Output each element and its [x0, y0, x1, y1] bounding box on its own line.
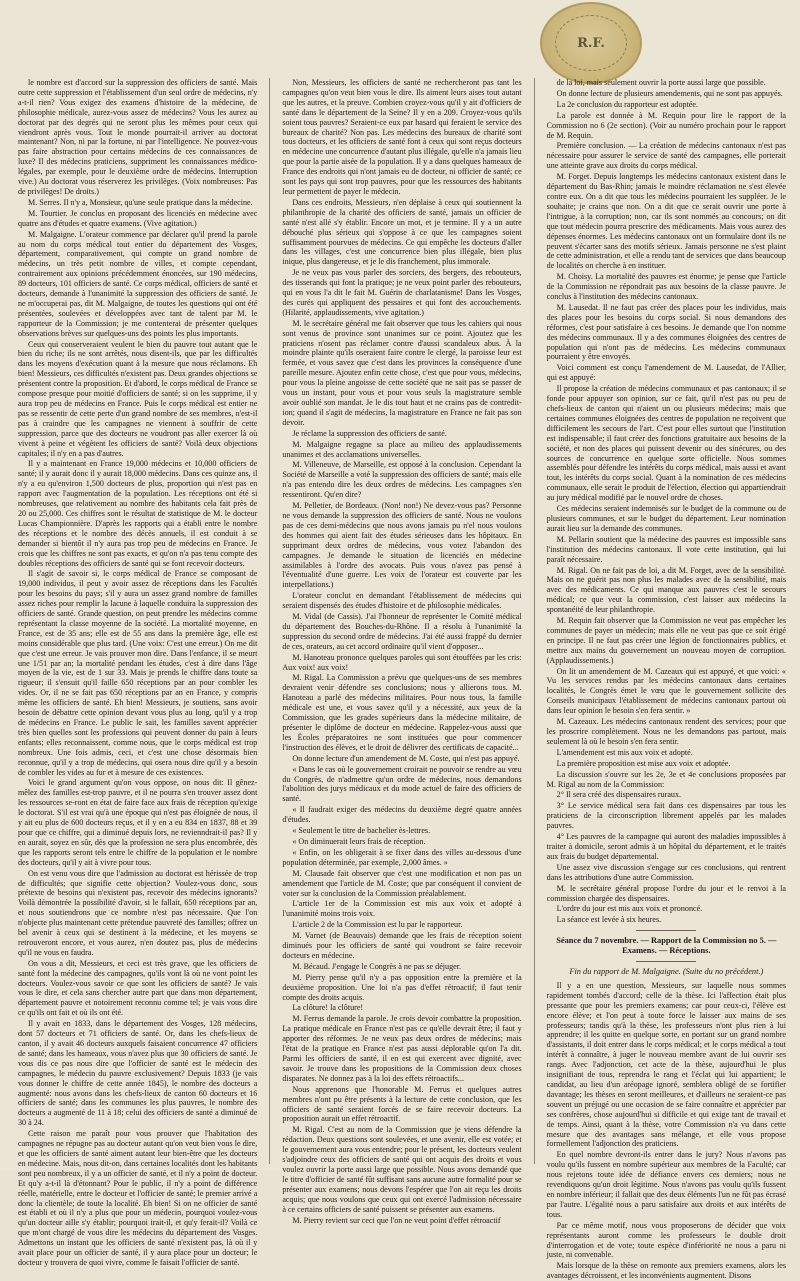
column-3	[546, 78, 786, 1281]
paragraph: Il s'agit de savoir si, le corps médical de France se composant de 19,000 individus, il peut y avoir assez de réceptions dans les Facultés pour les besoins du pays; s'il y aura un assez grand nombre de familles assez riches pour remplir la lacune à laquelle conduira la suppression des officiers de santé. Grande question, on peut prendre les médecins comme représentant la classe moyenne de la société. La mortalité moyenne, en France, est de 35 ans; elle est de 55 ans dans la première âge, elle est moins considérable que plus tard. (Une voix: C'est une erreur.) On me dit que c'est une erreur. Je vais prouver mon dire. Dans l'enfance, il se meurt une 1/51 par an; la mortalité pendant les études, c'est à dire dans l'âge moyen de la vie, est de 1 sur 33. Mais je prends le chiffre dans toute sa rigueur; il s'ensuit qu'il faille 650 réceptions par an pour combler les vides. Or, il ne se fait pas 650 réceptions par an en France, y compris même les officiers de santé. Eh bien! Messieurs, je soutiens, sans avoir besoin de débattre cette opinion devant vous plus au long, qu'il y a trop de médecins en France. Le public le sait, les familles savent apprécier très bien quelles sont les professions qui peuvent donner du pain à leurs enfants; elles reconnaissent, comme nous, que le corps médical est trop nombreux. Une fois admis, ceci, et c'est une chose désormais bien reconnue, qu'il y a trop de médecins, qui osera nous dire qu'il y a besoin de combler les vides au fur et à mesure de ces existences.	[18, 569, 258, 777]
paragraph: 2° Il sera créé des dispensaires ruraux.	[556, 790, 682, 800]
stamp-emblem	[555, 15, 627, 71]
paragraph: M. Serres. Il n'y a, Monsieur, qu'une seule pratique dans la médecine.	[28, 197, 253, 207]
paragraph: La première proposition est mise aux voix et adoptée.	[556, 758, 731, 768]
column-divider	[534, 78, 535, 1164]
paragraph: Nous apprenons que l'honorable M. Ferrus et quelques autres membres n'ont pu être présents à la lecture de cette conclusion, que les officiers de santé seraient forcés de se faire recevoir docteurs. La proposition aurait un effet rétroactif.	[282, 1084, 522, 1124]
paragraph: « Dans le cas où le gouvernement croirait ne pouvoir se rendre au vœu du Congrès, de n'admettre qu'un ordre de médecins, nous demandons l'abolition des jurys médicaux et du mode actuel de faire des officiers de santé.	[282, 764, 522, 804]
paragraph: Ces médecins seraient indemnisés sur le budget de la commune ou de plusieurs communes, et sur le budget du département. Leur nomination aurait lieu sur la demande des communes.	[546, 504, 786, 533]
paragraph: La clôture! la clôture!	[292, 1003, 364, 1013]
column-1	[18, 78, 258, 1267]
paragraph: M. Pierry revient sur ceci que l'on ne veut point d'effet rétroactif	[292, 1215, 501, 1225]
paragraph: Première conclusion. — La création de médecins cantonaux n'est pas nécessaire pour assurer le service de santé des campagnes, elle porterait une atteinte grave aux droits du corps médical.	[546, 141, 786, 171]
paragraph: M. le secrétaire général me fait observer que tous les cahiers qui nous sont venus de province sont unanimes sur ce point. Ajoutez que les praticiens n'osent pas réclamer contre d'aussi scandaleux abus. À la moindre plainte qu'ils oseraient faire contre le clergé, la paroisse leur est fermée, et vous savez que c'est dans les provinces la conséquence d'une pareille mesure. Ajoutez enfin cette chose, c'est que pour vous, médecins, pour vous la pleine angoisse de cette société que ne sait pas se passer de vous un instant, pour vous et pour vous seuls la magistrature semble avoir oublié son mandat. Je le dis tout haut et ne crains pas de contredit-ion; quand il s'agit de médecins, la magistrature en France ne fait pas son devoir.	[282, 318, 522, 427]
paragraph: Par ce même motif, nous vous proposerons de décider que voix représentants auront comme les professeurs le double droit d'interrogation et de vote; toute espèce d'infériorité ne nous a paru ni juste, ni convenable.	[546, 1220, 786, 1260]
paragraph: En quel nombre devront-ils entrer dans le jury? Nous n'avons pas voulu qu'ils fussent en nombre supérieur aux membres de la Faculté; car nous rejetons toute idée de défiance envers ces derniers; nous ne revendiquons qu'un droit légitime. Nous n'avons pas voulu qu'ils fussent en nombre inférieur; il fallait que des deux éléments l'un ne fût pas écrasé par l'autre. L'égalité nous a paru satisfaire aux droits et aux intérêts de tous.	[546, 1150, 786, 1219]
paragraph: M. Rigal. La Commission a prévu que quelques-uns de ses membres devraient venir défendre ses conclusions; nous y allierons tous. M. Hanoteau a parlé des médecins militaires. Pour nous tous, la famille médicale est une, et vous savez qu'il y a nécessité, aux yeux de la Commission, que les grades supérieurs dans la médecine militaire, de présenter le diplôme de docteur en médecine. Rappelez-vous aussi que les Écoles préparatoires ne sont instituées que pour commencer l'instruction des élèves, et le droit de délivrer des certificats de capacité...	[282, 673, 522, 752]
paragraph: L'orateur conclut en demandant l'établissement de médecins qui seraient dispensés des études d'histoire et de philosophie médicales.	[282, 591, 522, 611]
paragraph: La 2e conclusion du rapporteur est adoptée.	[556, 99, 699, 109]
section-separator	[636, 930, 696, 931]
section-separator	[636, 961, 696, 962]
paragraph: M. Requin fait observer que la Commission ne veut pas empêcher les communes de payer un médecin; mais elle ne veut pas que ce soit érigé en principe. Il ne faut pas créer une légion de fonctionnaires publics, et mettre aux mains du gouvernement un nouveau moyen de corruption. (Applaudissements.)	[546, 616, 786, 665]
paragraph: 3° Le service médical sera fait dans ces dispensaires par tous les praticiens de la circonscription librement appelés par les malades pauvres.	[546, 801, 786, 831]
paragraph: M. Malgaigne regagne sa place au milieu des applaudissements unanimes et des acclamations universelles.	[282, 439, 522, 459]
paragraph: M. Tourtier. Je conclus en proposant des licenciés en médecine avec quatre ans d'études et quatre examens. (Vive agitation.)	[18, 208, 258, 228]
paragraph: M. Varnet (de Beauvais) demande que les frais de réception soient diminués pour les officiers de santé qui voudront se faire recevoir docteurs en médecine.	[282, 931, 522, 960]
paragraph: On donne lecture d'un amendement de M. Coste, qui n'est pas appuyé.	[292, 753, 520, 763]
paragraph: L'article 2 de la Commission est lu par le rapporteur.	[292, 920, 463, 930]
paragraph: M. Ferrus demande la parole. Je crois devoir combattre la proposition. La pratique médicale en France n'est pas ce qu'elle devrait être; il faut y apporter des réformes. Je ne veux pas deux ordres de médecins; mais l'état de la pratique en France n'est pas aussi déplorable qu'on l'a dit. Parmi les officiers de santé, il en est qui exercent avec dignité, avec savoir. Je trouve dans les propositions de la Commission deux choses disparates. Ne donnez pas à la loi des effets rétroactifs...	[282, 1014, 522, 1083]
paragraph: Je réclame la suppression des officiers de santé.	[292, 428, 447, 438]
paragraph: M. Cazeaux. Les médecins cantonaux rendent des services; pour que les proscrire complètement. Nous ne les demandons pas partout, mais seulement là où le besoin s'en fera sentir.	[546, 717, 786, 746]
paragraph: Voici le grand argument qu'on vous oppose, on nous dit: Il gênez-mêlez des familles est-trop pauvre, et il ne pourra s'en trouver assez dont les ressources se-ront en état de faire face aux frais de réception qu'exige le doctorat. S'il est vrai qu'à une époque qui n'est pas éloignée de nous, il y ait eu plus de 600 docteurs reçus, et il y en a eu 834 en 1837, 88 et 39 pour que ce chiffre, qui a diminué depuis lors, ne revienndrait-il pas? Il y en aurait, soyez en sûr, dès que la profession ne sera plus encombrée, dès que les rapports seront tels entre le chiffre de la population et le nombre des docteurs, qu'il y ait à vivre pour tous.	[18, 778, 258, 867]
paragraph: M. Villeneuve, de Marseille, est opposé à la conclusion. Cependant la Société de Marseille a voté la suppression des officiers de santé; mais elle n'a pas entendu dire les deux ordres de médecins. Les campagnes s'en ressentiront. Qu'en dire?	[282, 460, 522, 500]
section-subheading: Fin du rapport de M. Malgaigne. (Suite du no précédent.)	[569, 967, 764, 977]
paragraph: Il y a en une question, Messieurs, sur laquelle nous sommes rapidement tombés d'accord; celle de la thèse. Ici l'affection était plus pressante que pour les premiers examens; car pour ceux-ci, l'élève est encore élève; et l'on peut à toute force le laisser aux mains de ses professeurs; tandis qu'à la thèse, les professeurs n'ont plus rien à lui apprendre; il les quitte en quelque sorte, en portant sur un grand nombre d'assistants, il doit entrer dans le corps médical; et le corps médical a tout intérêt à connaître, à juger le nouveau membre avant de lui ouvrir ses rangs. Avec l'adjonction, cet acte de la thèse, aujourd'hui le plus insignifiant de tous, reprendra le rang et l'éclat qui lui appartient; le candidat, au lieu d'un aréopage ignoré, semblera obligé de se fortifier davantage; les thèses en seront meilleures, et d'ailleurs ne seraient-ce pas souvent un préjugé ou une occasion de se faire connaître et apprécier par ses confrères, chose aujourd'hui si difficile et qui exige tant de travail et de temps. Ainsi, quant à la thèse, votre Commission n'a vu dans cette mesure que des avantages sans mélange, et elle vous propose formellement l'adjonction des praticiens.	[546, 980, 786, 1149]
paragraph: La discussion s'ouvre sur les 2e, 3e et 4e conclusions proposées par M. Rigal au nom de la Commission:	[546, 769, 786, 789]
section-heading: Séance du 7 novembre. — Rapport de la Commission no 5. — Examens. — Réceptions.	[556, 936, 777, 956]
paragraph: Voici comment est conçu l'amendement de M. Lausedat, de l'Allier, qui est appuyé:	[546, 363, 786, 383]
paragraph: La parole est donnée à M. Requin pour lire le rapport de la Commission no 6 (2e section). (Voir au numéro prochain pour le rapport de M. Requin.	[546, 110, 786, 140]
stamp-text: R.F.	[577, 35, 605, 51]
paragraph: Mais lorsque de la thèse on remonte aux premiers examens, alors les avantages décroissent, et les inconvénients augmentent. Disons	[546, 1261, 786, 1281]
paragraph: La séance est levée à six heures.	[556, 915, 662, 925]
paragraph: Ceux qui conserveraient veulent le bien du pauvre tout autant que le bien du riche; ils ne sont arrêtés, nous disent-ils, que par les difficultés dans les moyens d'exécution quant à la mesure que nous réclamons. Eh bien! Messieurs, ces difficultés n'existent pas. Deux grandes objections se présentent contre la proposition. Et d'abord, le corps médical de France se compose presque pour moitié d'officiers de santé; si on les supprime, il y aura trop peu de médecins en France. Puis le corps médical est entier ne pas se ressentir de cette perte d'un grand nombre de ses membres, n'est-il pas à craindre que les campagnes ne viennent à souffrir de cette suppression, parce que des docteurs ne voudront pas aller exercer là où vivent à peine et végètent les officiers de santé? Voilà deux objections capitales; il n'y en a pas d'autres.	[18, 339, 258, 458]
paragraph: « Enfin, on les obligerait à se fixer dans des villes au-dessous d'une population déterminée, par exemple, 2,000 âmes. »	[282, 847, 522, 867]
paragraph: M. Bécaud. J'engage le Congrès à ne pas se déjuger.	[292, 961, 462, 971]
column-3-bottom	[547, 981, 786, 1281]
column-2	[282, 78, 522, 1225]
paragraph: L'article 1er de la Commission est mis aux voix et adopté à l'unanimité moins trois voix.	[282, 899, 522, 919]
paragraph: Dans ces endroits, Messieurs, n'en déplaise à ceux qui soutiennent la philanthropie de la charité des officiers de santé, jamais un officier de santé n'est allé s'y établir. Encore un mot, et je termine. Il y a un autre débouché plus sérieux qui s'oppose à ce que les campagnes soient suffisamment pourvues de médecins. Ce qui empêche les docteurs d'aller dans les villages, c'est une concurrence bien plus illégale, bien plus inique, plus dangereuse, et je le dis franchement, plus immorale.	[282, 197, 522, 267]
paragraph: M. Forget. Depuis longtemps les médecins cantonaux existent dans le département du Bas-Rhin; jamais le moindre réclamation ne s'est élevée contre eux. On a dit que tous les médecins pourraient les suppléer. Je le souhaite; je crains que non. On a dit que ce serait ouvrir une porte à l'intrigue, à la corruption; non, car ils sont nommés au concours; on dit que tout médecin pourra prescrire des médicaments. Mais vous aurez des dépenses énormes. Les médecins cantonaux ont un formulaire dont ils ne peuvent s'écarter sans des motifs sérieux. Jamais personne ne s'est plaint de cette administration, et elle a rendu tant de services que dans beaucoup de localités on cherche à en instituer.	[546, 172, 786, 271]
paragraph: le nombre est d'accord sur la suppression des officiers de santé. Mais outre cette suppression et l'établissement d'un seul ordre de médecins, n'y a-t-il rien? Vous exigez des examens d'histoire de la médecine, de philosophie médicale, aurez-vous assez de médecins? Vous les aurez au doctorat par des degrés qui ne seront plus les mêmes pour ceux qui viendront après vous. Tout le monde pourrait-il arriver au doctorat maintenant? Non, ni par la fortune, ni par l'intelligence. Ne pouvez-vous pas faire abstraction pour certains médecins de ces connaissances de luxe? Il des médecins praticiens, suppriment les connaissances médico-légales, par exemple, pour le deuxième ordre de médecins. Interruption vive.) Au doctorat vous réserverez les privilèges. (Voix nombreuses: Pas de privilèges! De droits.)	[18, 78, 258, 196]
paragraph: 4° Les pauvres de la campagne qui auront des maladies impossibles à traiter à domicile, seront admis à un hôpital du département, et le traités aux frais du budget départemental.	[546, 832, 786, 861]
paragraph: M. Malgaigne. L'orateur commence par déclarer qu'il prend la parole au nom du corps médical tout entier du département des Vosges, département, comparativement, qui compte un grand nombre de médecins, un très petit nombre de villes, et compte cependant, contrairement aux opinions précédemment énoncées, sur 190 médecins, 89 docteurs, 101 officiers de santé. Ce corps médical, officiers de santé et docteurs, demande à l'unanimité la suppression des officiers de santé. Je ne m'occuperai pas, dit M. Malgaigne, de toutes les questions qui ont été présentées, soulevées et développées avec tant de talent par M. le rapporteur de la Commission; je me contenterai de présenter quelques observations brèves sur quelques-uns des points les plus importants.	[18, 229, 258, 338]
paragraph: « Seulement le titre de bachelier ès-lettres.	[292, 826, 431, 836]
paragraph: « Il faudrait exiger des médecins du deuxième degré quatre années d'études.	[282, 805, 522, 825]
paragraph: M. Pellarin soutient que la médecine des pauvres est impossible sans l'institution des médecins cantonaux. Il vote cette institution, qui lui paraît nécessaire.	[546, 534, 786, 564]
paragraph: On donne lecture de plusieurs amendements, qui ne sont pas appuyés.	[556, 88, 783, 98]
paragraph: de la loi, mais seulement ouvrir la porte aussi large que possible.	[556, 78, 766, 87]
paragraph: M. Clausade fait observer que c'est une modification et non pas un amendement que l'article de M. Coste; que par conséquent il convient de voter sur la conclusion de la Commission préalablement.	[282, 868, 522, 898]
paragraph: Cette raison me paraît pour vous prouver que l'habitation des campagnes ne répugne pas au docteur autant qu'on veut bien vous le dire, et que les officiers de santé aiment autant leur bien-être que les docteurs en médecine. Mais, nous dit-on, dans certaines localités dont les habitants sont peu nombreux, il y a un officier de santé, et il n'y a point de docteur. Et qu'y a-t-il là d'étonnant? Pour le public, il n'y a point de différence réelle, matérielle, entre le docteur et l'officier de santé; le premier arrivé a donc la clientèle; de toute la localité. Eh bien! Si on ne officier de santé est établi et où il n'y a plus que pour un médecin, pourquoi voulez-vous qu'un docteur aille s'y établir; pourquoi irait-il, et qu'y ferait-il? Voilà ce que m'ont chargé de vous dire les médecins du département des Vosges. Admettons un instant que les officiers de santé n'existent pas, là où il y avait place pour un officier de santé, il y aura place pour un docteur; le docteur y trouvera de quoi vivre, comme le faisait l'officier de santé.	[18, 1129, 258, 1267]
paragraph: Il y avait en 1833, dans le département des Vosges, 128 médecins, dont 57 docteurs et 71 officiers de santé. Or, dans les chefs-lieux de canton, il y avait 46 docteurs auxquels faisaient concurrence 47 officiers de santé; dans les hameaux, vous n'avez plus que 30 officiers de santé. Je vous dis ce pas nous dire que l'officier de santé est le médecin des campagnes, le médecin du pauvre exclusivement? Depuis 1833 (je vais vous donner le chiffre de cette année 1845), le nombre des docteurs a augmenté: nous avons dans les chefs-lieux de canton 60 docteurs et 16 officiers de santé; dans les communes les plus pauvres, le nombre des docteurs a augmenté de 11 à 18; celui des officiers de santé a diminué de 30 à 24.	[18, 1019, 258, 1128]
paragraph: M. Rigal. C'est au nom de la Commission que je viens défendre la rédaction. Deux questions sont soulevées, et une avenir, elle est votée; et le gouvernement aura vous entendre; pour le présent, les docteurs veulent s'adjoindre ceux des officiers de santé qui ont acquis des droits et vous voulez ouvrir la porte aussi large que possible. Nous avons demandé que le titre d'officier de santé fût suffisant sans aucune autre formalité pour se présenter aux examens; nous devons l'espérer que l'on ait reçu les droits acquis; que nous voulons que ceux qui ont exercé l'admission nécessaire à ce certains officiers de santé puissent se présenter aux examens.	[282, 1125, 522, 1214]
paragraph: On lit un amendement de M. Cazeaux qui est appuyé, et que voici: « Vu les services rendus par les médecins cantonaux dans certaines localités, le Congrès émet le vœu que le gouvernement sollicite des Conseils municipaux l'établissement de médecins cantonaux partout où dans leur opinion le besoin s'en fera sentir. »	[546, 666, 786, 716]
postage-stamp	[540, 2, 642, 84]
paragraph: On vous a dit, Messieurs, et ceci est très grave, que les officiers de santé font la médecine des campagnes, qu'ils vont là où ne vont point les docteurs. Voulez-vous savoir ce que sont les officiers de santé? Je vais vous le dire, et cela sans chercher autre part que dans mon département, département pauvre et notoirement reconnu comme tel; je vais vous dire ce qu'ils ont fait et où ils ont été.	[18, 958, 258, 1018]
paragraph: Non, Messieurs, les officiers de santé ne rechercheront pas tant les campagnes qu'on veut bien vous le dire. Ils aiment leurs aises tout autant que les autres, et la preuve. Combien croyez-vous qu'il y ait d'officiers de santé dans le département de la Seine? Il y en a 209. Croyez-vous qu'ils soient tous pauvres? Seraient-ce eux par hasard qui feraient le service des bureaux de charité? Non pas. Les médecins des bureaux de charité sont tous docteurs, et les officiers de santé font à ceux qui sont reçus docteurs en médecine une concurrence d'autant plus illégale, qu'elle n'a jamais lieu que pour la partie aisée de la population. Il y a dans quelques hameaux de France des endroits qui n'ont jamais eu de docteur, ni officier de santé; ce sont les pays qui sont trop pauvres, pour que les ressources des habitants leur permettent de payer le médecin.	[282, 78, 522, 196]
column-divider	[269, 78, 270, 1164]
text-columns	[18, 78, 786, 1281]
paragraph: M. Pelletier, de Bordeaux. (Non! non!) Ne devez-vous pas? Personne ne vous demande la suppression des officiers de santé. Nous ne voulons pas de ces demi-médecins que nous avons jamais pu n'el nous voulons des hommes qui aient fait des études sérieuses dans les hôpitaux. En supprimant deux ordres de médecins, vous votez l'abandon des campagnes. Je demande le situation de licenciés en médecine assimilables à l'ordre des avocats. Puis vous n'avez pas pensé à l'éventualité d'une guerre. Les voix de l'orateur est couverte par les interpellations.)	[282, 501, 522, 590]
paragraph: M. Lausedat. Il ne faut pas créer des places pour les individus, mais des places pour les besoins du corps social. Si nous demandons des réformes, c'est pour satisfaire à ces besoins. Je demande que l'on nomme des médecins communaux. Il y a des communes éloignées des centres de population qui n'ont pas de médecins. Les médecins communaux pourraient y être envoyés.	[546, 302, 786, 362]
paragraph: M. le secrétaire général propose l'ordre du jour et le renvoi à la commission chargée des dispensaires.	[546, 883, 786, 903]
paragraph: M. Hanoteau prononce quelques paroles qui sont étouffées par les cris: Aux voix! aux voix!	[282, 652, 522, 672]
paragraph: L'ordre du jour est mis aux voix et prononcé.	[556, 904, 703, 914]
paragraph: Il propose la création de médecins communaux et pas cantonaux; il se fonde pour appuyer son opinion, sur ce fait, qu'il n'est pas ou peu de chefs-lieux de canton qui n'aient un ou plusieurs médecins; mais que certaines communes éloignées des centres de population ne reçoivent que difficilement les secours de l'art. C'est pour elles surtout que l'institution est indispensable; il faut créer des fonctions gratuitaire aux besoins de la société, et non des places qui puissent devenir ou des sinécures, ou des sources de concurrence en quelque sorte officielle. Nous sommes assemblés pour défendre les intérêts du corps médical, mais aussi et avant tout, les intérêts du corps social. Quant à la nomination de ces médecins communaux, elle serait le produit de l'élection, élection qui appartiendrait au jury médical modifié par le nouvel ordre de choses.	[546, 384, 786, 503]
paragraph: Une assez vive discussion s'engage sur ces conclusions, qui rentrent dans les attributions d'une autre Commission.	[546, 862, 786, 882]
paragraph: Il y a maintenant en France 19,000 médecins et 10,000 officiers de santé; il y aurait donc il y aurait 18,000 médecins. Dans ces quinze ans, il n'y a eu qu'environ 1,500 docteurs de plus, proportion qui n'est pas en rapport avec l'augmentation de la population. Les réceptions ont été si nombreuses, que relativement au nombre des habitants cela fait près de 20 ou 25,000. Ces chiffres sont le résultat de statistique de M. le docteur Lucas Championnière. D'après les rapports qui a établi entre le nombre des réceptions et le nombre des décès annuels, il est conduit à se demander si bientôt il n'y aura pas trop peu de médecins en France. Je crois que les chiffres ne sont pas exacts, et qu'on n'a pas tenu compte des doubles réceptions des officiers de santé qui se font recevoir docteurs.	[18, 459, 258, 568]
paragraph: M. Choisy. La mortalité des pauvres est énorme; je pense que l'article de la Commission ne répondrait pas aux besoins de la classe pauvre. Je conclus à l'institution des médecins cantonaux.	[546, 272, 786, 302]
column-3-top	[547, 78, 786, 925]
paragraph: M. Vidal (de Cassis). J'ai l'honneur de représenter le Comité médical du département des Bouches-du-Rhône. Il a résolu à l'unanimité la suppression du second ordre de médecins. J'ai été aussi frappé du dernier de ces, orateurs, au cet accord ordinaire qu'il vient d'opposer...	[282, 612, 522, 651]
paragraph: On est venu vous dire que l'admission au doctorat est hérissée de trop de difficultés; que signifie cette objection? Voulez-vous donc, sous prétexte de besoins qui n'existent pas, recevoir des médecins ignorants? Voilà démontrée la possibilité d'avoir, si le fallait, 650 réceptions par an, et nous soutiendrons que ce nombre n'est pas nécessaire. Que l'on n'objecte plus maintenant cette prétendue pauvreté des familles; offrez un bel avenir à ceux qui se destinent à la médecine, et les moyens se retrouveront encore, et vous aurez, n'en doutez pas, plus de médecins qu'il ne vous en faudra.	[18, 868, 258, 957]
paragraph: Je ne veux pas vous parler des sorciers, des bergers, des rebouteurs, des tisserands qui font la pratique; je ne veux point parler des rebouteurs, qui en vous l'a dit le fait M. Guérin de charlatanisme! Dans les Vosges, des curés qui appliquent des pessaires et qui font des accouchements. (Hilarité, applaudissements, vive agitation.)	[282, 268, 522, 317]
paragraph: L'amendement est mis aux voix et adopté.	[556, 747, 693, 757]
paragraph: M. Rigal. On ne fait pas de loi, a dit M. Forget, avec de la sensibilité. Mais on ne guérit pas non plus les malades avec de la sensibilité, mais avec des médicaments. Ce qui manque aux pauvres c'est le secours médical; ce que veut la commission, c'est laisser aux médecins la spontanéité de leur philanthropie.	[546, 565, 786, 615]
paragraph: « On diminuerait leurs frais de réception.	[292, 836, 426, 846]
paragraph: M. Pierry pense qu'il n'y a pas opposition entre la première et la deuxième proposition. Une loi n'a pas d'effet rétroactif; il faut tenir compte des droits acquis.	[282, 972, 522, 1002]
